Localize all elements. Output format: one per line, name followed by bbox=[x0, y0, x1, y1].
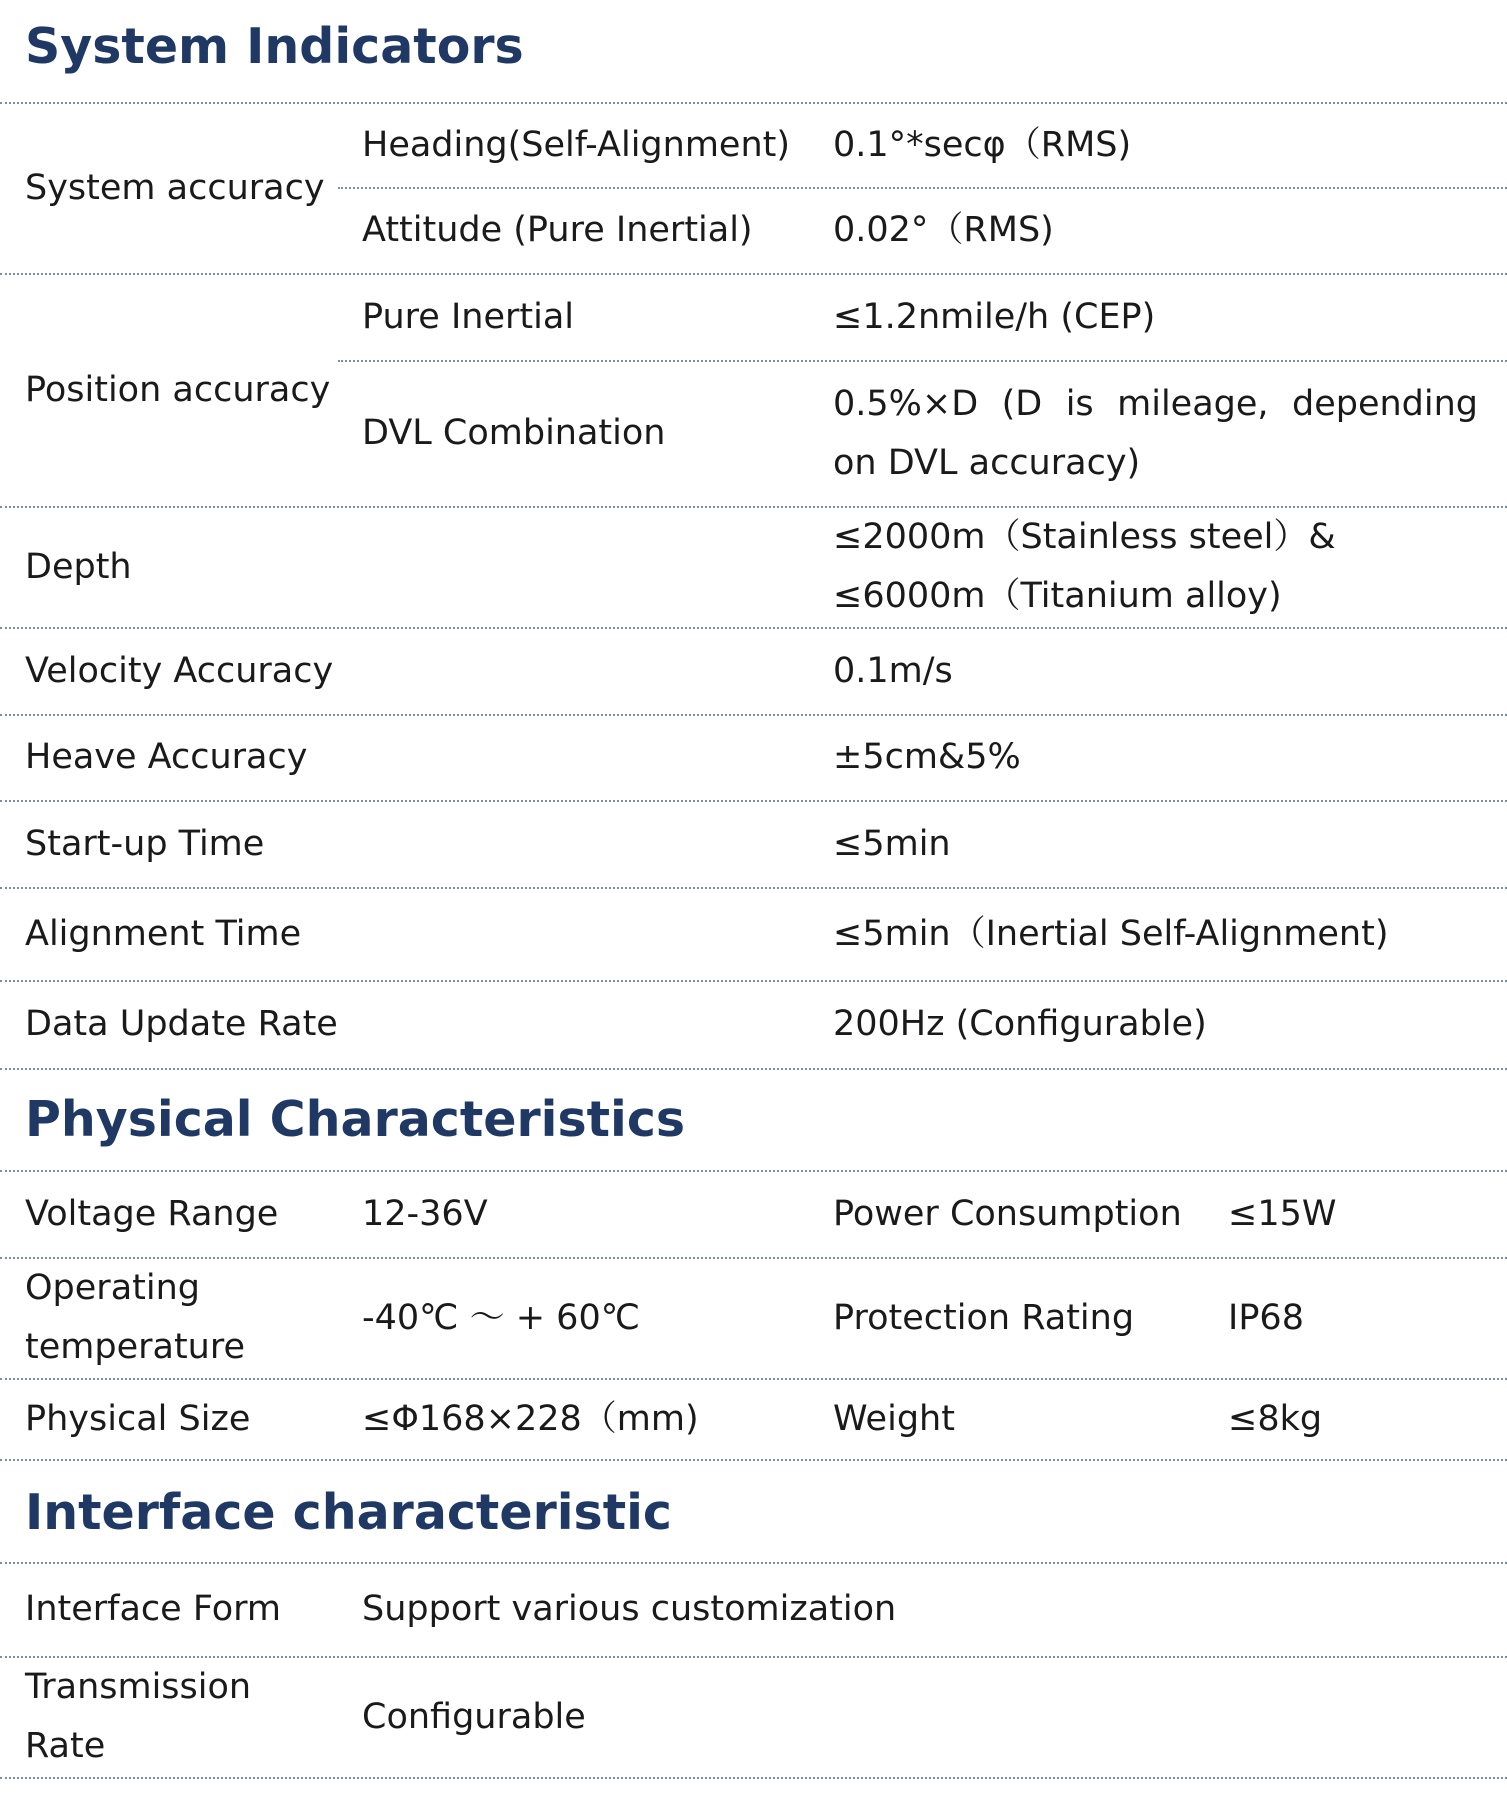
spec-value-operating-temperature: -40℃ ～ + 60℃ bbox=[362, 1297, 641, 1338]
spec-label-heave-accuracy: Heave Accuracy bbox=[25, 737, 308, 778]
spec-label-transmission-rate: Transmission Rate bbox=[25, 1667, 252, 1766]
spec-value-alignment-time: ≤5min（Inertial Self-Alignment) bbox=[833, 913, 1389, 954]
spec-label-position-accuracy: Position accuracy bbox=[25, 369, 331, 410]
spec-label-interface-form: Interface Form bbox=[25, 1589, 281, 1630]
spec-sub-dvl-combination: DVL Combination bbox=[362, 413, 666, 454]
spec-sub-attitude: Attitude (Pure Inertial) bbox=[362, 210, 753, 251]
spec-value-transmission-rate: Configurable bbox=[362, 1696, 586, 1737]
spec-value-attitude: 0.02°（RMS) bbox=[833, 210, 1054, 251]
spec-label-protection-rating: Protection Rating bbox=[833, 1297, 1135, 1338]
spec-value-power-consumption: ≤15W bbox=[1228, 1193, 1337, 1234]
divider bbox=[0, 1777, 1507, 1779]
section-heading-physical-characteristics: Physical Characteristics bbox=[25, 1091, 686, 1148]
spec-label-alignment-time: Alignment Time bbox=[25, 913, 302, 954]
spec-value-heave-accuracy: ±5cm&5% bbox=[833, 737, 1021, 778]
spec-label-physical-size: Physical Size bbox=[25, 1398, 251, 1439]
spec-value-data-update-rate: 200Hz (Configurable) bbox=[833, 1004, 1207, 1045]
spec-value-velocity-accuracy: 0.1m/s bbox=[833, 650, 953, 691]
spec-label-power-consumption: Power Consumption bbox=[833, 1193, 1182, 1234]
spec-value-voltage-range: 12-36V bbox=[362, 1193, 488, 1234]
spec-value-startup-time: ≤5min bbox=[833, 823, 951, 864]
spec-sub-pure-inertial: Pure Inertial bbox=[362, 296, 574, 337]
spec-label-data-update-rate: Data Update Rate bbox=[25, 1004, 338, 1045]
spec-label-system-accuracy: System accuracy bbox=[25, 167, 325, 208]
spec-value-interface-form: Support various customization bbox=[362, 1589, 897, 1630]
spec-label-operating-temperature: Operating temperature bbox=[25, 1268, 245, 1367]
spec-value-weight: ≤8kg bbox=[1228, 1398, 1323, 1439]
section-heading-interface-characteristic: Interface characteristic bbox=[25, 1484, 672, 1541]
spec-label-startup-time: Start-up Time bbox=[25, 823, 265, 864]
spec-value-physical-size: ≤Φ168×228（mm) bbox=[362, 1398, 699, 1439]
spec-value-protection-rating: IP68 bbox=[1228, 1297, 1304, 1338]
spec-value-pure-inertial: ≤1.2nmile/h (CEP) bbox=[833, 296, 1156, 337]
spec-value-depth: ≤2000m（Stainless steel）& ≤6000m（Titanium alloy) bbox=[833, 517, 1336, 616]
spec-label-velocity-accuracy: Velocity Accuracy bbox=[25, 650, 334, 691]
spec-label-weight: Weight bbox=[833, 1398, 955, 1439]
section-heading-system-indicators: System Indicators bbox=[25, 18, 524, 75]
divider bbox=[0, 1068, 1507, 1070]
spec-value-dvl-combination: 0.5%×D (D is mileage, depending on DVL accuracy) bbox=[833, 383, 1478, 483]
spec-label-depth: Depth bbox=[25, 546, 132, 587]
spec-value-heading: 0.1°*secφ（RMS) bbox=[833, 124, 1132, 165]
spec-sub-heading: Heading(Self-Alignment) bbox=[362, 124, 791, 165]
spec-label-voltage-range: Voltage Range bbox=[25, 1193, 279, 1234]
divider bbox=[0, 1459, 1507, 1461]
